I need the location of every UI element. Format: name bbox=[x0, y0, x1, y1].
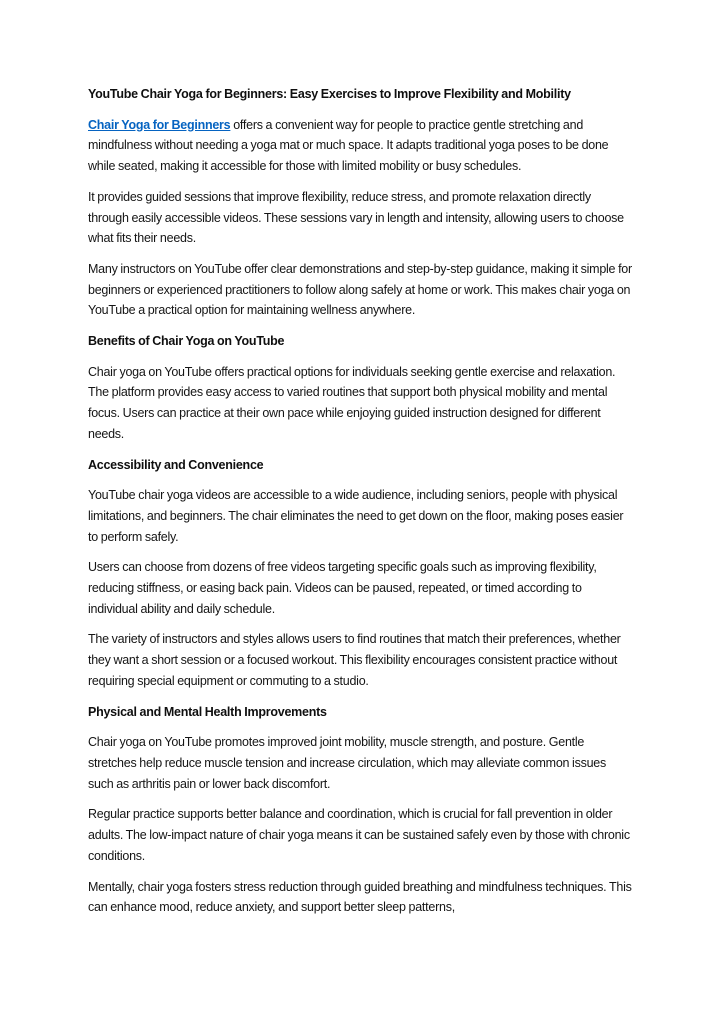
section-heading-health-improvements: Physical and Mental Health Improvements bbox=[88, 704, 327, 719]
document-title: YouTube Chair Yoga for Beginners: Easy Exercises to Improve Flexibility and Mobility bbox=[88, 87, 571, 101]
section-heading-accessibility: Accessibility and Convenience bbox=[88, 457, 264, 472]
paragraph: YouTube chair yoga videos are accessible to a wide audience, including seniors, people with physical limitations, and beginners. The chair eliminates the need to get down on the floor, making poses easier to perform safely. bbox=[88, 488, 624, 544]
paragraph-text: offers a convenient way for people to practice gentle stretching and mindfulness without needing a yoga mat or much space. It adapts traditional yoga poses to be done while seated, making it accessible for those with limited mobility or busy schedules. bbox=[88, 117, 609, 174]
paragraph: The variety of instructors and styles allows users to find routines that match their preferences, whether they want a short session or a focused workout. This flexibility encourages consistent practice without requiring special equipment or commuting to a studio. bbox=[88, 632, 621, 688]
paragraph: Chair yoga on YouTube promotes improved joint mobility, muscle strength, and posture. Gentle stretches help reduce muscle tension and increase circulation, which may alleviate common issues such as arthritis pain or lower back discomfort. bbox=[88, 735, 606, 791]
paragraph: Mentally, chair yoga fosters stress reduction through guided breathing and mindfulness techniques. This can enhance mood, reduce anxiety, and support better sleep patterns, bbox=[88, 879, 632, 915]
chair-yoga-for-beginners-link[interactable]: Chair Yoga for Beginners bbox=[88, 117, 231, 132]
paragraph: It provides guided sessions that improve flexibility, reduce stress, and promote relaxation directly through easily accessible videos. These sessions vary in length and intensity, allowing users to choose what fits their needs. bbox=[88, 189, 624, 246]
paragraph: Regular practice supports better balance and coordination, which is crucial for fall prevention in older adults. The low-impact nature of chair yoga means it can be sustained safely even by those with chronic conditions. bbox=[88, 807, 630, 863]
intro-paragraph bbox=[88, 115, 633, 177]
paragraph: Many instructors on YouTube offer clear demonstrations and step-by-step guidance, making it simple for beginners or experienced practitioners to follow along safely at home or work. This makes chair yoga on YouTube a practical option for maintaining wellness anywhere. bbox=[88, 261, 632, 318]
paragraph: Users can choose from dozens of free videos targeting specific goals such as improving flexibility, reducing stiffness, or easing back pain. Videos can be paused, repeated, or timed according to individual ability and daily schedule. bbox=[88, 560, 597, 616]
section-heading-benefits: Benefits of Chair Yoga on YouTube bbox=[88, 334, 285, 349]
paragraph: Chair yoga on YouTube offers practical options for individuals seeking gentle exercise and relaxation. The platform provides easy access to varied routines that support both physical mobility and mental focus. Users can practice at their own pace while enjoying guided instruction designed for different needs. bbox=[88, 364, 616, 441]
